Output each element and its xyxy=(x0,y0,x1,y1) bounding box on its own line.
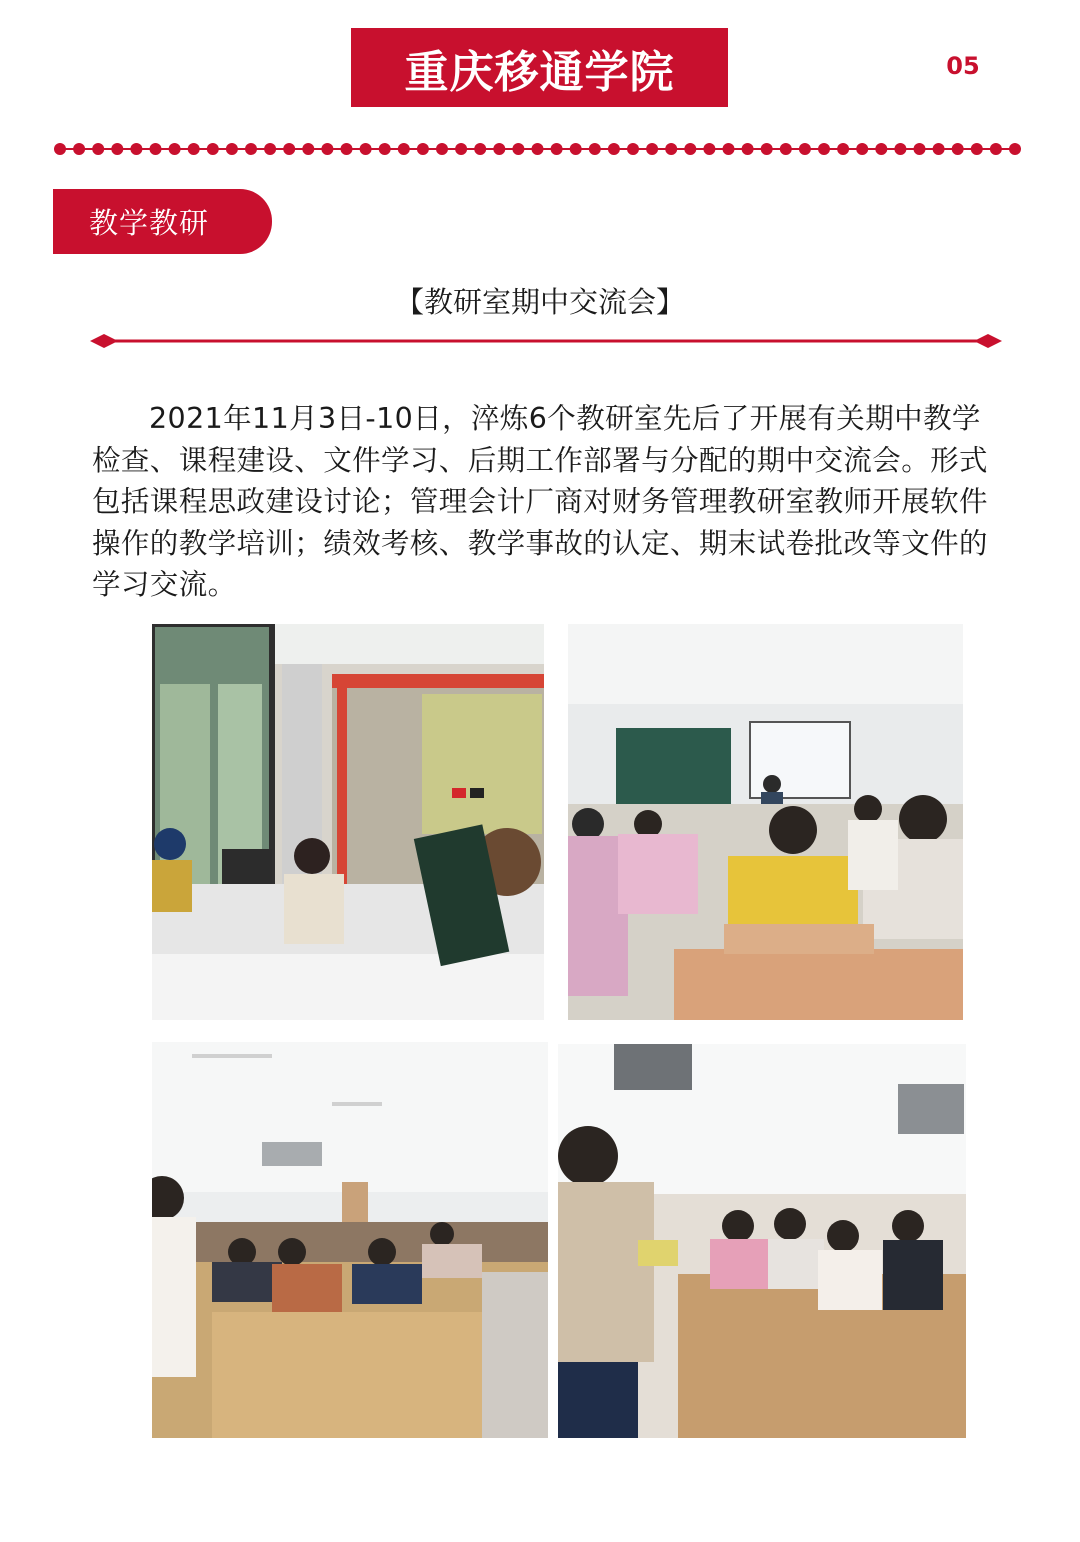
article-body: 2021年11月3日-10日，淬炼6个教研室先后了开展有关期中教学检查、课程建设、文件学习、后期工作部署与分配的期中交流会。形式包括课程思政建设讨论；管理会计厂商对财务管理教研室教师开展软件操作的教学培训；绩效考核、教学事故的认定、期末试卷批改等文件的学习交流。 xyxy=(92,402,988,601)
photo-lecture-hall xyxy=(152,1042,548,1438)
photo-office-meeting xyxy=(152,624,544,1020)
photo-students-with-teacher xyxy=(558,1044,966,1438)
photo-classroom-presenter xyxy=(568,624,963,1020)
section-tab xyxy=(53,189,272,254)
section-tab-label: 教学教研 xyxy=(89,206,210,240)
dotted-divider xyxy=(52,141,1024,157)
masthead-banner xyxy=(351,28,728,107)
masthead-title: 重庆移通学院 xyxy=(404,46,675,98)
article-title: 【教研室期中交流会】 xyxy=(394,285,685,319)
page-number: 05 xyxy=(946,52,980,80)
diamond-divider xyxy=(90,331,1002,351)
